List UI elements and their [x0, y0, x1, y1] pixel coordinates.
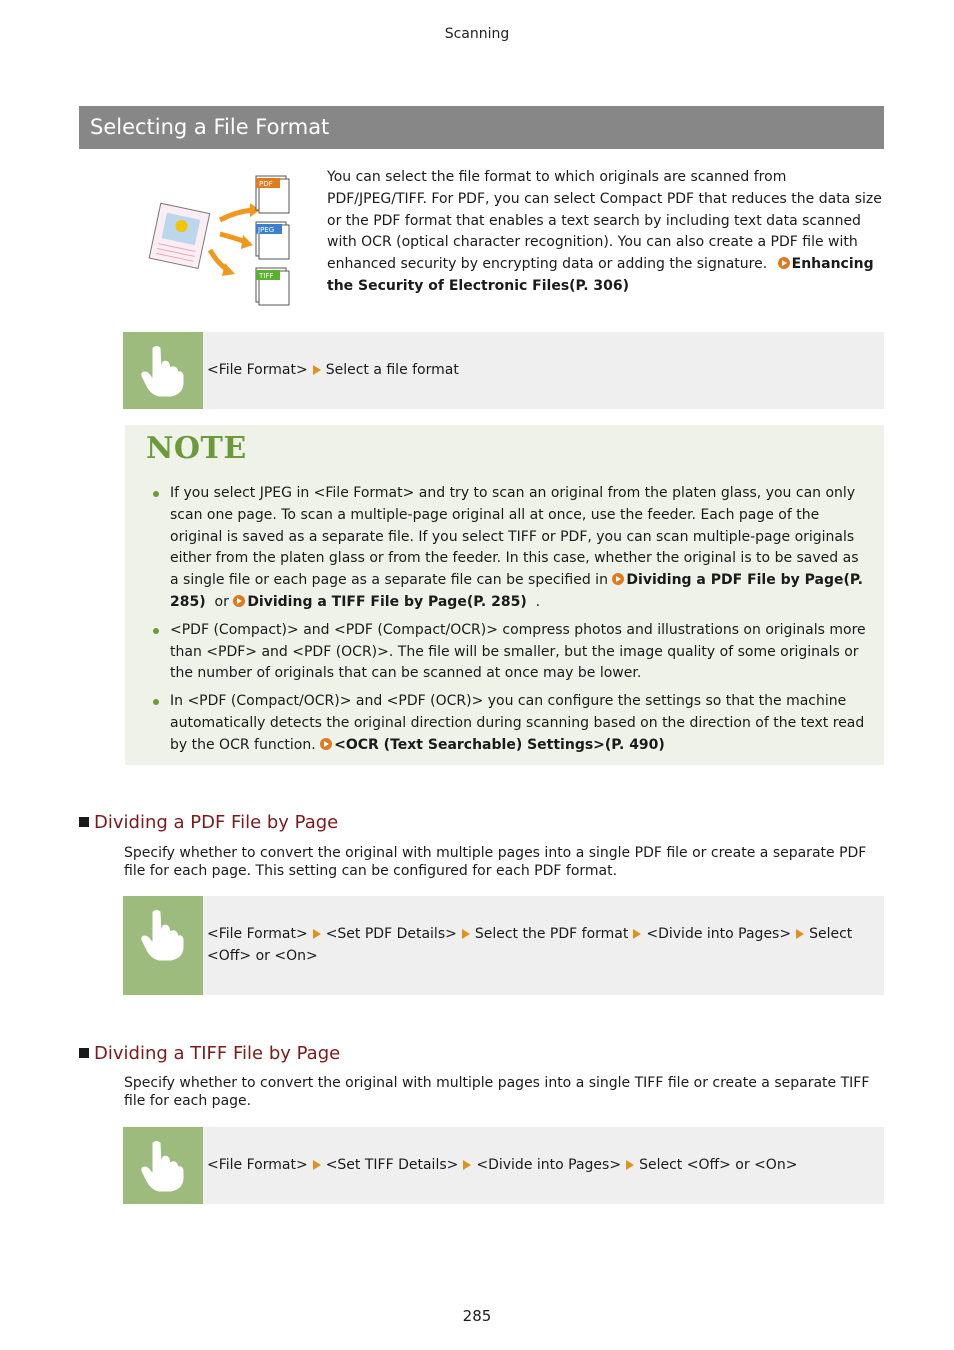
link-arrow-icon: [233, 595, 245, 607]
step-arrow-icon: [462, 929, 470, 939]
pdf-section-heading: Dividing a PDF File by Page: [79, 812, 338, 833]
pdf-divide-link[interactable]: Dividing a PDF File by Page(P. 285): [170, 572, 863, 610]
hand-operation-icon: [123, 1127, 203, 1204]
operation-steps: [207, 360, 882, 382]
note-item: <PDF (Compact)> and <PDF (Compact/OCR)> compress photos and illustrations on originals more than <PDF> and <PDF (OCR)>. The file will be smaller, but the image quality of some originals or the number of originals that can be scanned at once may be lower.: [125, 620, 870, 685]
note-item: In <PDF (Compact/OCR)> and <PDF (OCR)> you can configure the settings so that the machine automatically detects the original direction during scanning based on the direction of the text read by the OCR function. <OCR (Text Searchable) Settings>(P. 490): [125, 691, 870, 756]
link-arrow-icon: [778, 257, 790, 269]
tiff-section-description: Specify whether to convert the original with multiple pages into a single TIFF file or create a separate TIFF file for each page.: [124, 1075, 870, 1109]
step-file-format: <File Format>: [207, 362, 308, 378]
note-box: [125, 425, 884, 765]
scan-to-formats-figure: [140, 168, 300, 308]
link-arrow-icon: [612, 573, 624, 585]
note-item: If you select JPEG in <File Format> and try to scan an original from the platen glass, you can only scan one page. To scan a multiple-page original all at once, use the feeder. Each page of the original is saved as a separate file. If you select TIFF or PDF, you can scan multiple-page originals either from the platen glass or from the feeder. In this case, whether the original is to be saved as a single file or each page as a separate file can be specified in Dividing a PDF File by Page(P. 285) or Dividing a TIFF File by Page(P. 285) .: [125, 483, 870, 614]
note-title: NOTE: [146, 431, 247, 466]
step-arrow-icon: [313, 1160, 321, 1170]
section-title-bar: [79, 106, 884, 149]
step-arrow-icon: [313, 365, 321, 375]
page-number: 285: [462, 1307, 492, 1325]
security-link[interactable]: Enhancing the Security of Electronic Files(P. 306): [327, 256, 874, 294]
pdf-section-description: Specify whether to convert the original with multiple pages into a single PDF file or create a separate PDF file for each page. This setting can be configured for each PDF format.: [124, 845, 867, 879]
operation-box-pdf: [123, 896, 884, 995]
operation-box-tiff: [123, 1127, 884, 1204]
link-arrow-icon: [320, 738, 332, 750]
step-arrow-icon: [463, 1160, 471, 1170]
step-arrow-icon: [626, 1160, 634, 1170]
hand-operation-icon: [123, 896, 203, 995]
step-arrow-icon: [796, 929, 804, 939]
step-arrow-icon: [313, 929, 321, 939]
square-bullet-icon: [79, 817, 89, 827]
square-bullet-icon: [79, 1048, 89, 1058]
operation-box-file-format: [123, 332, 884, 409]
jpeg-label: JPEG: [258, 226, 275, 234]
step-arrow-icon: [633, 929, 641, 939]
tiff-label: TIFF: [259, 272, 274, 280]
pdf-label: PDF: [259, 180, 273, 188]
note-list: [125, 483, 870, 763]
tiff-section-heading: Dividing a TIFF File by Page: [79, 1043, 340, 1064]
running-header: Scanning: [444, 26, 510, 42]
operation-steps: <File Format> <Set TIFF Details> <Divide into Pages> Select <Off> or <On>: [207, 1157, 798, 1173]
operation-steps: <File Format> <Set PDF Details> Select the PDF format <Divide into Pages> Select <Off> or <On>: [207, 926, 853, 964]
step-select-format: Select a file format: [325, 362, 459, 378]
intro-paragraph: [327, 167, 887, 298]
tiff-divide-link[interactable]: Dividing a TIFF File by Page(P. 285): [233, 594, 526, 610]
file-format-illustration: [140, 168, 300, 308]
section-title: Selecting a File Format: [90, 115, 330, 139]
hand-operation-icon: [123, 332, 203, 409]
intro-text: You can select the file format to which originals are scanned from PDF/JPEG/TIFF. For PDF, you can select Compact PDF that reduces the data size or the PDF format that enables a text search by including text data scanned with OCR (optical character recognition). You can also create a PDF file with enhanced security by encrypting data or adding the signature.: [327, 169, 882, 273]
ocr-settings-link[interactable]: <OCR (Text Searchable) Settings>(P. 490): [320, 737, 665, 753]
